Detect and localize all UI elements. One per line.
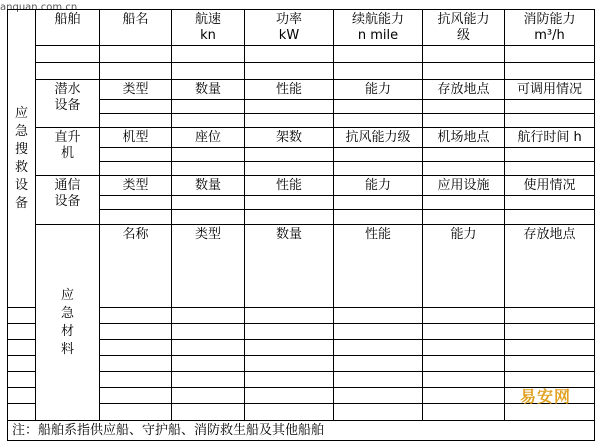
- watermark-text: anquan.com.cn: [0, 2, 78, 13]
- diving-col-availability: 可调用情况: [505, 80, 595, 100]
- comm-col-performance: 性能: [245, 176, 334, 196]
- materials-col-location: 存放地点: [505, 225, 595, 308]
- helicopter-label: 直升 机: [36, 128, 100, 176]
- heli-col-flight-time: 航行时间 h: [505, 128, 595, 148]
- materials-col-capacity: 能力: [423, 225, 505, 308]
- comm-col-type: 类型: [100, 176, 172, 196]
- section-label-rescue: 应急搜救设备: [8, 10, 36, 308]
- header-ship: 船舶: [36, 10, 100, 46]
- site-logo: 易安网: [520, 387, 572, 406]
- header-fire: 消防能力 m³/h: [505, 10, 595, 46]
- communication-equipment-label: 通信 设备: [36, 176, 100, 225]
- table-footnote: 注：船舶系指供应船、守护船、消防救生船及其他船舶: [8, 421, 595, 441]
- heli-col-model: 机型: [100, 128, 172, 148]
- diving-col-capacity: 能力: [334, 80, 423, 100]
- heli-col-seats: 座位: [172, 128, 245, 148]
- comm-col-capacity: 能力: [334, 176, 423, 196]
- empty-cell: [36, 46, 100, 63]
- section-label-materials: 应急材料: [36, 225, 100, 421]
- heli-col-count: 架数: [245, 128, 334, 148]
- header-ship-name: 船名: [100, 10, 172, 46]
- diving-equipment-label: 潜水 设备: [36, 80, 100, 128]
- diving-col-quantity: 数量: [172, 80, 245, 100]
- emergency-equipment-table: [7, 9, 595, 441]
- header-speed: 航速 kn: [172, 10, 245, 46]
- diving-col-location: 存放地点: [423, 80, 505, 100]
- header-wind: 抗风能力 级: [423, 10, 505, 46]
- materials-col-quantity: 数量: [245, 225, 334, 308]
- header-power: 功率 kW: [245, 10, 334, 46]
- comm-col-facility: 应用设施: [423, 176, 505, 196]
- heli-col-airport: 机场地点: [423, 128, 505, 148]
- header-endurance: 续航能力 n mile: [334, 10, 423, 46]
- materials-col-name: 名称: [100, 225, 172, 308]
- comm-col-usage: 使用情况: [505, 176, 595, 196]
- diving-col-performance: 性能: [245, 80, 334, 100]
- materials-col-performance: 性能: [334, 225, 423, 308]
- heli-col-wind-level: 抗风能力级: [334, 128, 423, 148]
- comm-col-quantity: 数量: [172, 176, 245, 196]
- diving-col-type: 类型: [100, 80, 172, 100]
- materials-col-type: 类型: [172, 225, 245, 308]
